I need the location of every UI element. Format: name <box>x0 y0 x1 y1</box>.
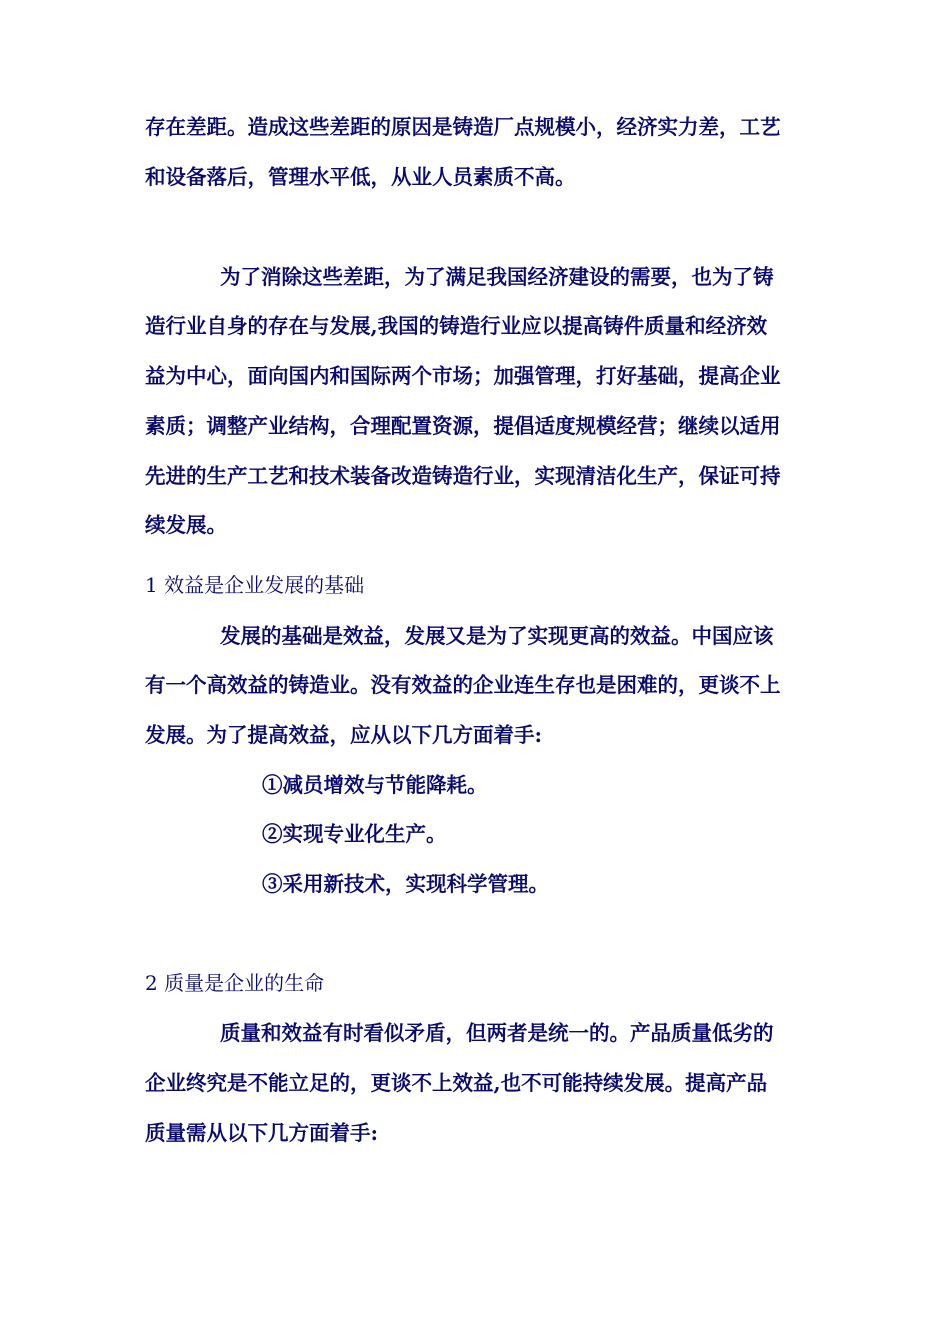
goal-line-6: 续发展。 <box>145 513 227 537</box>
section1-item-2: ②实现专业化生产。 <box>262 822 447 846</box>
section2-line-3: 质量需从以下几方面着手: <box>145 1121 379 1145</box>
goal-line-1: 为了消除这些差距，为了满足我国经济建设的需要，也为了铸 <box>220 265 774 289</box>
goal-line-5: 先进的生产工艺和技术装备改造铸造行业，实现清洁化生产，保证可持 <box>145 464 781 488</box>
section1-line-2: 有一个高效益的铸造业。没有效益的企业连生存也是困难的，更谈不上 <box>145 673 781 697</box>
intro-line-1: 存在差距。造成这些差距的原因是铸造厂点规模小，经济实力差，工艺 <box>145 115 781 139</box>
goal-line-3: 益为中心，面向国内和国际两个市场；加强管理，打好基础，提高企业 <box>145 364 781 388</box>
section1-heading: 1 效益是企业发展的基础 <box>145 573 365 597</box>
section1-line-3: 发展。为了提高效益，应从以下几方面着手: <box>145 723 543 747</box>
section2-heading: 2 质量是企业的生命 <box>145 971 325 995</box>
section1-item-1: ①减员增效与节能降耗。 <box>262 773 488 797</box>
goal-line-4: 素质；调整产业结构，合理配置资源，提倡适度规模经营；继续以适用 <box>145 414 781 438</box>
section2-line-2: 企业终究是不能立足的，更谈不上效益,也不可能持续发展。提高产品 <box>145 1071 768 1095</box>
section1-item-3: ③采用新技术，实现科学管理。 <box>262 872 549 896</box>
section2-line-1: 质量和效益有时看似矛盾，但两者是统一的。产品质量低劣的 <box>220 1021 774 1045</box>
intro-line-2: 和设备落后，管理水平低，从业人员素质不高。 <box>145 165 576 189</box>
goal-line-2: 造行业自身的存在与发展,我国的铸造行业应以提高铸件质量和经济效 <box>145 314 768 338</box>
section1-line-1: 发展的基础是效益，发展又是为了实现更高的效益。中国应该 <box>220 624 774 648</box>
